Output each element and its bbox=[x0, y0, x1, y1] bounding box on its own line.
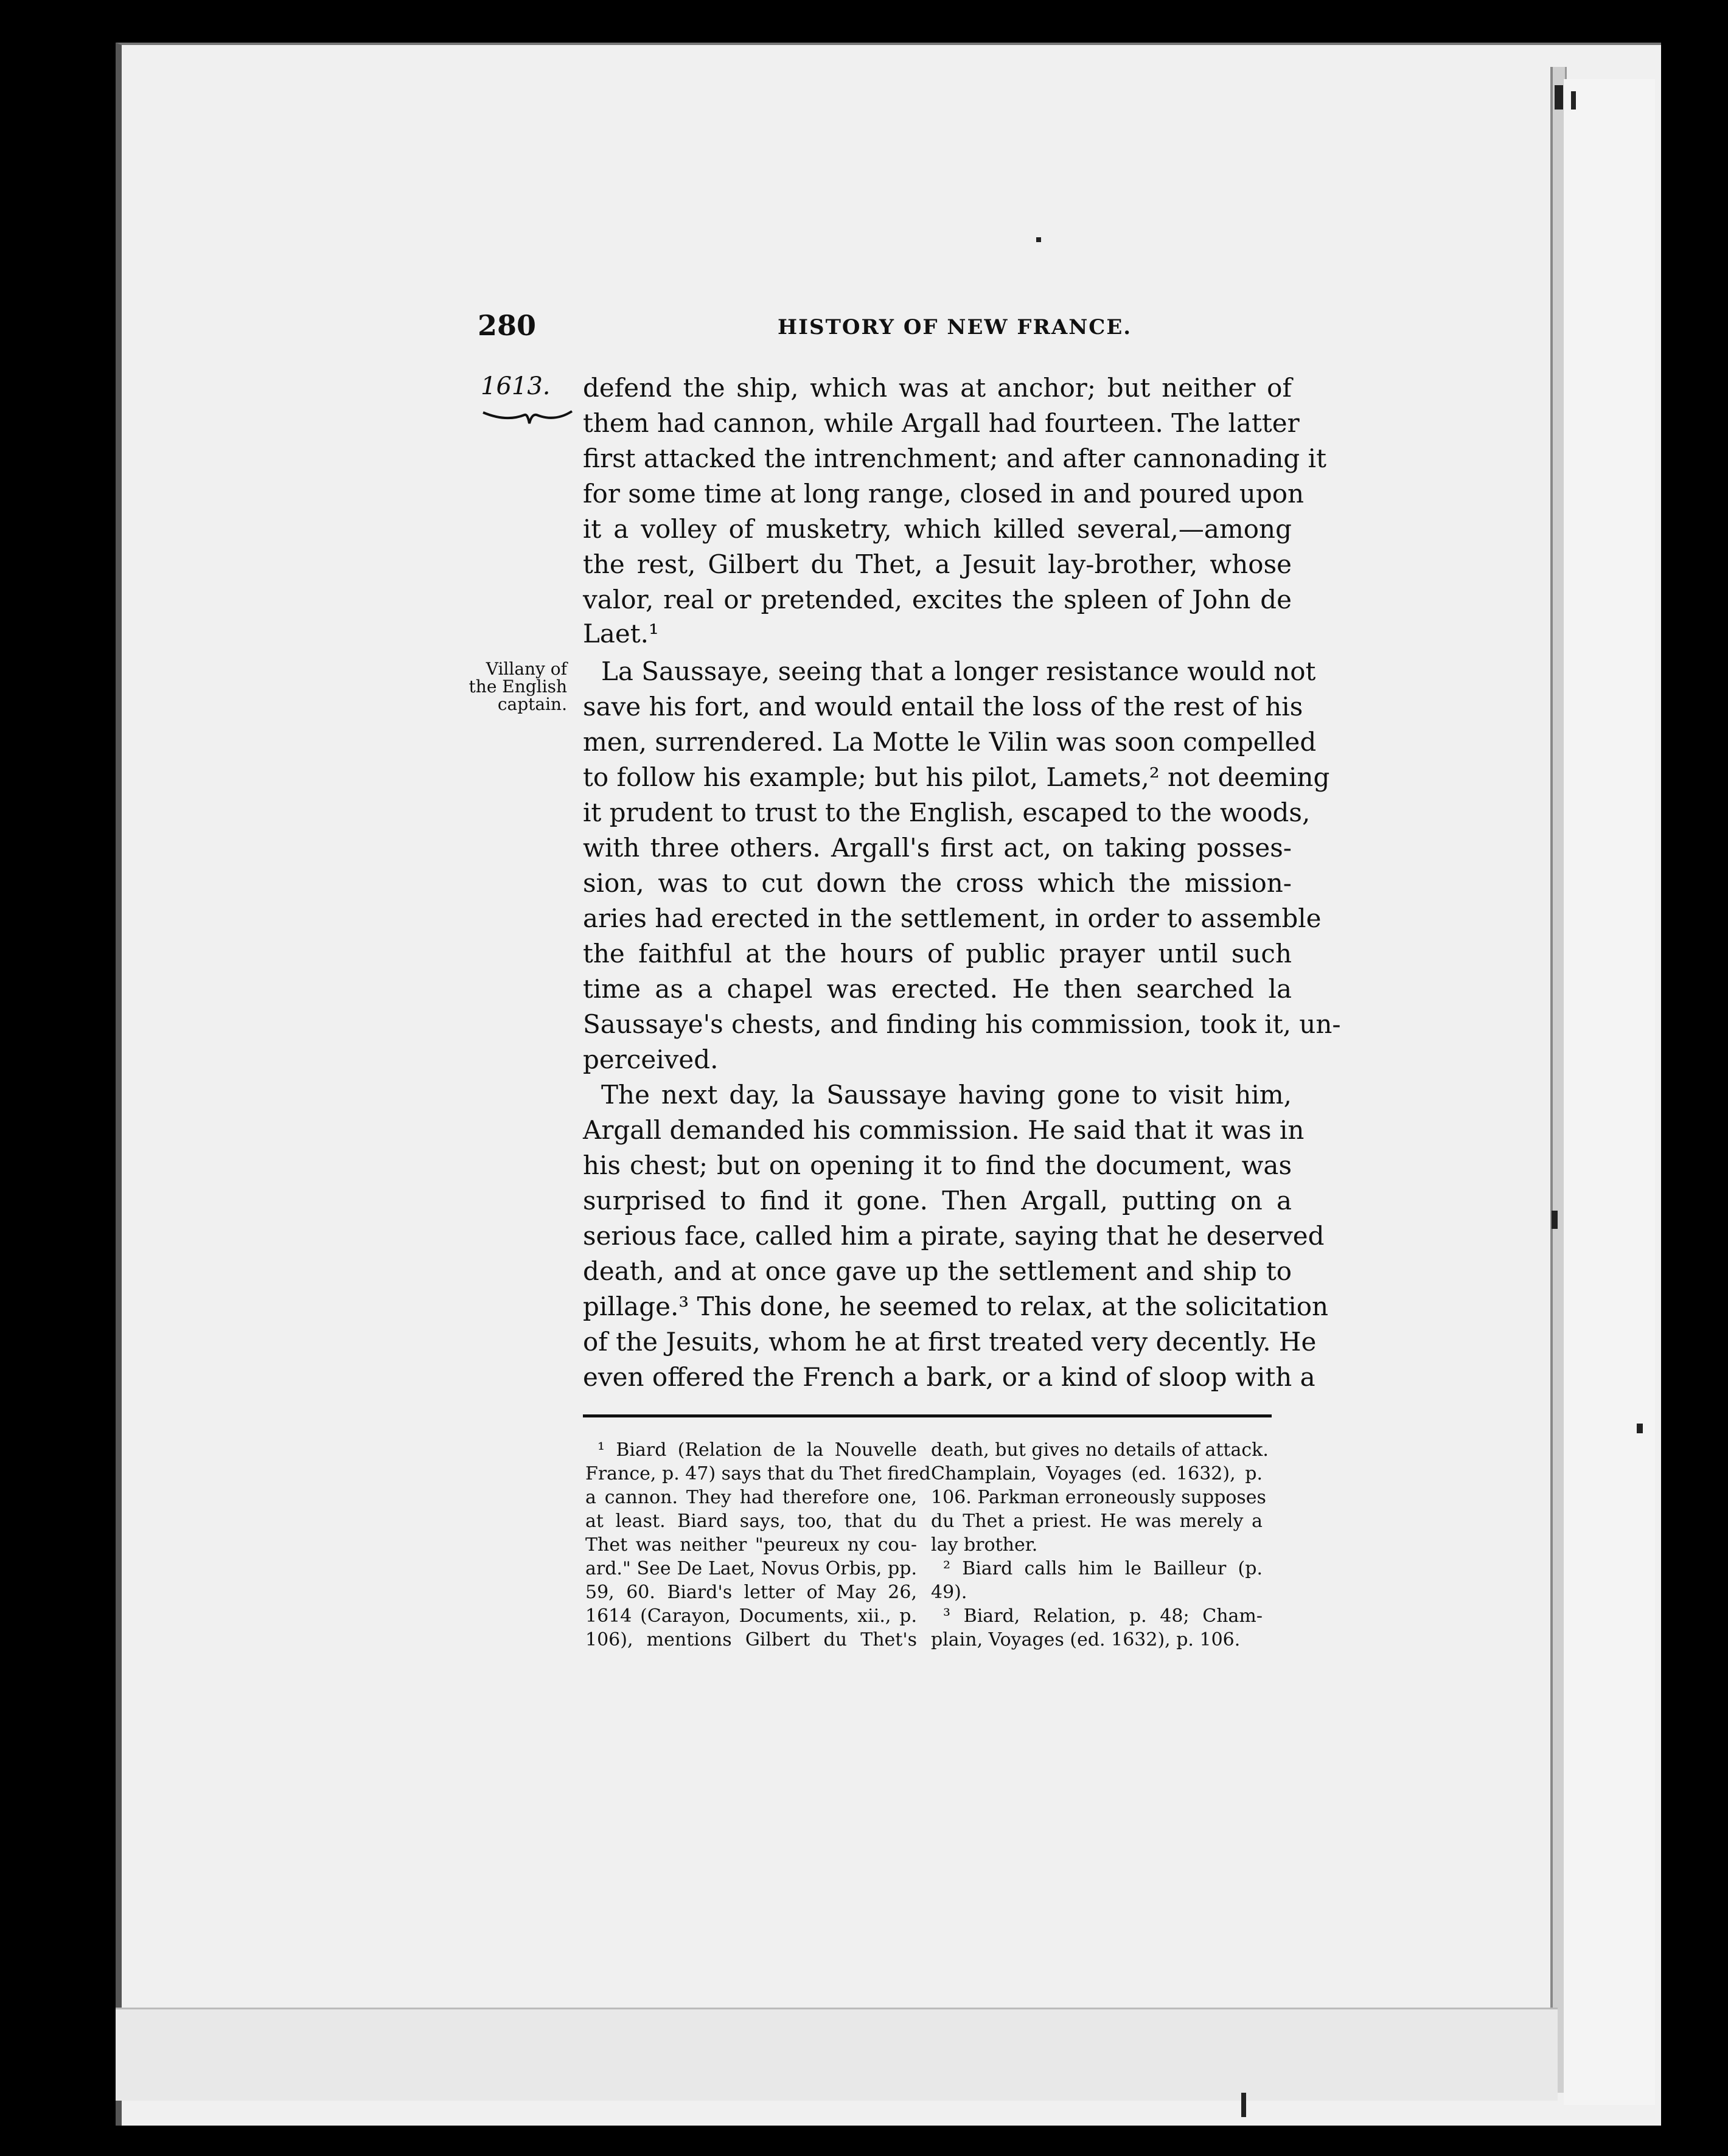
footnote-line: du Thet a priest. He was merely a bbox=[931, 1511, 1263, 1532]
footnote-line: Champlain, Voyages (ed. 1632), p. bbox=[931, 1463, 1263, 1484]
scan-speck bbox=[1637, 1424, 1643, 1433]
body-line: surprised to find it gone. Then Argall, putting on a bbox=[583, 1186, 1292, 1215]
body-line: La Saussaye, seeing that a longer resistance would not bbox=[601, 656, 1316, 686]
footnote-line: 106), mentions Gilbert du Thet's bbox=[585, 1629, 917, 1650]
scan-speck bbox=[1241, 2093, 1246, 2117]
side-note-line: the English bbox=[469, 676, 567, 697]
body-line: defend the ship, which was at anchor; but neither of bbox=[583, 373, 1292, 403]
margin-brace-icon bbox=[482, 409, 573, 427]
body-line: even offered the French a bark, or a kind of sloop with a bbox=[583, 1362, 1315, 1392]
body-line: valor, real or pretended, excites the spleen of John de bbox=[583, 585, 1292, 614]
body-line: save his fort, and would entail the loss of the rest of his bbox=[583, 692, 1303, 722]
footnote-line: 106. Parkman erroneously supposes bbox=[931, 1487, 1266, 1508]
footnote-rule bbox=[583, 1414, 1272, 1417]
page-number: 280 bbox=[478, 309, 537, 342]
body-line: it a volley of musketry, which killed several,—among bbox=[583, 514, 1292, 544]
footnote-line: at least. Biard says, too, that du bbox=[585, 1511, 917, 1532]
footnote-line: ard." See De Laet, Novus Orbis, pp. bbox=[585, 1558, 917, 1579]
footnote-line: ³ Biard, Relation, p. 48; Cham- bbox=[943, 1605, 1263, 1627]
body-line: first attacked the intrenchment; and after cannonading it bbox=[583, 443, 1326, 473]
footnote-line: Thet was neither "peureux ny cou- bbox=[585, 1534, 917, 1556]
footnote-line: ¹ Biard (Relation de la Nouvelle bbox=[597, 1439, 917, 1461]
footnote-line: 59, 60. Biard's letter of May 26, bbox=[585, 1582, 917, 1603]
scan-speck bbox=[1552, 1211, 1558, 1229]
body-line: Argall demanded his commission. He said that it was in bbox=[583, 1115, 1305, 1145]
scan-speck bbox=[1571, 91, 1576, 110]
footnote-line: 1614 (Carayon, Documents, xii., p. bbox=[585, 1605, 917, 1627]
body-line: perceived. bbox=[583, 1045, 719, 1074]
running-title: HISTORY OF NEW FRANCE. bbox=[778, 315, 1132, 339]
body-line: of the Jesuits, whom he at first treated very decently. He bbox=[583, 1327, 1317, 1357]
side-note-line: Villany of bbox=[486, 659, 567, 679]
margin-year: 1613. bbox=[481, 372, 551, 400]
body-line: the rest, Gilbert du Thet, a Jesuit lay-brother, whose bbox=[583, 549, 1292, 579]
body-line: pillage.³ This done, he seemed to relax, at the solicitation bbox=[583, 1292, 1329, 1321]
footnote-line: ² Biard calls him le Bailleur (p. bbox=[943, 1558, 1263, 1579]
body-line: The next day, la Saussaye having gone to visit him, bbox=[601, 1080, 1292, 1110]
body-line: with three others. Argall's first act, on taking posses- bbox=[583, 833, 1292, 863]
footnote-line: a cannon. They had therefore one, bbox=[585, 1487, 917, 1508]
body-line: Saussaye's chests, and finding his commission, took it, un- bbox=[583, 1009, 1341, 1039]
scan-speck bbox=[1555, 85, 1563, 110]
body-line: the faithful at the hours of public prayer until such bbox=[583, 939, 1292, 968]
footnote-line: France, p. 47) says that du Thet fired bbox=[585, 1463, 931, 1484]
scan-speck bbox=[1036, 237, 1041, 242]
footnote-line: 49). bbox=[931, 1582, 967, 1603]
body-line: his chest; but on opening it to find the document, was bbox=[583, 1150, 1292, 1180]
body-line: Laet.¹ bbox=[583, 619, 659, 649]
body-line: men, surrendered. La Motte le Vilin was soon compelled bbox=[583, 727, 1317, 757]
body-line: for some time at long range, closed in and poured upon bbox=[583, 479, 1305, 509]
body-line: sion, was to cut down the cross which the mission- bbox=[583, 868, 1292, 898]
page-bottom-strip bbox=[116, 2008, 1558, 2101]
body-line: them had cannon, while Argall had fourteen. The latter bbox=[583, 408, 1300, 438]
body-line: time as a chapel was erected. He then searched la bbox=[583, 974, 1292, 1004]
side-note-line: captain. bbox=[497, 694, 567, 714]
body-line: aries had erected in the settlement, in order to assemble bbox=[583, 903, 1322, 933]
adjacent-page-strip bbox=[1564, 79, 1655, 2105]
body-line: to follow his example; but his pilot, Lamets,² not deeming bbox=[583, 762, 1330, 792]
footnote-line: death, but gives no details of attack. bbox=[931, 1439, 1269, 1461]
footnote-line: plain, Voyages (ed. 1632), p. 106. bbox=[931, 1629, 1241, 1650]
body-line: serious face, called him a pirate, saying that he deserved bbox=[583, 1221, 1325, 1251]
body-line: death, and at once gave up the settlement and ship to bbox=[583, 1256, 1292, 1286]
body-line: it prudent to trust to the English, escaped to the woods, bbox=[583, 798, 1311, 827]
footnote-line: lay brother. bbox=[931, 1534, 1038, 1556]
